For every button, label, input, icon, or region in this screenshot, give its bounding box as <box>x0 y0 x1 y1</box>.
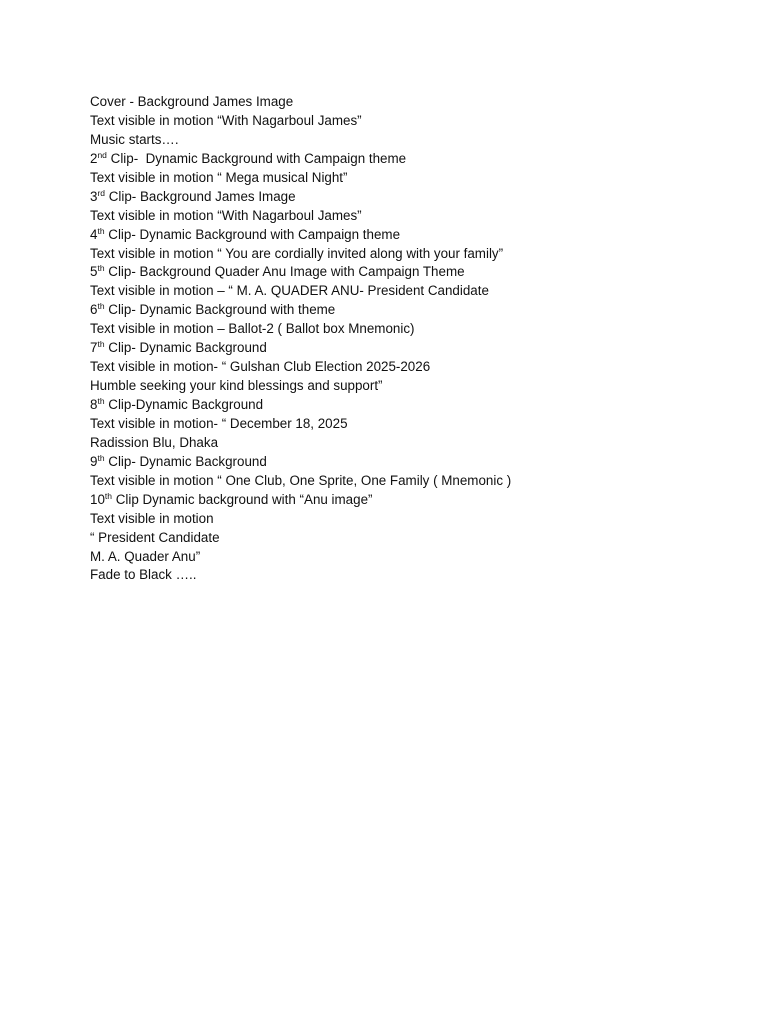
ordinal-suffix: th <box>97 263 105 274</box>
line-text-rest: Clip-Dynamic Background <box>104 397 264 412</box>
line-text: Text visible in motion “ You are cordially invited along with your family” <box>90 245 504 261</box>
line-text: 3 <box>90 188 98 204</box>
text-line <box>90 339 730 358</box>
line-text: 5 <box>90 264 98 280</box>
line-text: Radission Blu, Dhaka <box>90 434 219 450</box>
text-line <box>90 301 730 320</box>
text-line <box>90 566 730 585</box>
line-text: Humble seeking your kind blessings and support” <box>90 378 383 394</box>
text-line <box>90 263 730 282</box>
line-text: 9 <box>90 453 98 469</box>
text-line <box>90 150 730 169</box>
line-text: 10 <box>90 491 105 507</box>
text-line <box>90 169 730 188</box>
text-line <box>90 472 730 491</box>
line-text: Fade to Black ….. <box>90 567 197 583</box>
text-line <box>90 188 730 207</box>
line-text: “ President Candidate <box>90 529 220 545</box>
text-line <box>90 529 730 548</box>
line-text: Text visible in motion “With Nagarboul James” <box>90 207 362 223</box>
ordinal-suffix: rd <box>97 187 106 198</box>
line-text: Text visible in motion “ Mega musical Night” <box>90 169 348 185</box>
text-line <box>90 510 730 529</box>
line-text: Text visible in motion – Ballot-2 ( Ballot box Mnemonic) <box>90 321 415 337</box>
line-text-rest: Clip- Background Quader Anu Image with Campaign Theme <box>104 264 465 280</box>
line-text-rest: Clip- Dynamic Background with theme <box>104 302 336 318</box>
text-line <box>90 207 730 226</box>
text-line <box>90 282 730 301</box>
line-text-rest: Clip- Dynamic Background with Campaign theme <box>106 150 407 166</box>
ordinal-suffix: th <box>104 490 112 501</box>
line-text: 7 <box>90 340 98 356</box>
line-text: Cover - Background James Image <box>90 94 294 109</box>
line-text: Text visible in motion – “ M. A. QUADER ANU- President Candidate <box>90 283 489 299</box>
line-text-rest: Clip- Dynamic Background <box>104 453 267 469</box>
line-text: 4 <box>90 226 98 242</box>
line-text: Text visible in motion- “ Gulshan Club Election 2025-2026 <box>90 359 431 375</box>
text-line <box>90 548 730 567</box>
ordinal-suffix: th <box>97 301 105 312</box>
line-text-rest: Clip Dynamic background with “Anu image” <box>112 491 373 507</box>
text-line <box>90 131 730 150</box>
ordinal-suffix: th <box>97 339 105 350</box>
line-text: Text visible in motion <box>90 510 214 526</box>
text-line <box>90 491 730 510</box>
line-text: 2 <box>90 150 98 166</box>
text-line <box>90 226 730 245</box>
line-text: 6 <box>90 302 98 318</box>
ordinal-suffix: th <box>97 452 105 463</box>
text-line <box>90 434 730 453</box>
line-text-rest: Clip- Dynamic Background <box>104 340 267 356</box>
line-text: Text visible in motion “With Nagarboul James” <box>90 112 362 128</box>
line-text: M. A. Quader Anu” <box>90 548 201 564</box>
text-line <box>90 377 730 396</box>
text-line <box>90 93 730 112</box>
line-text: Music starts…. <box>90 131 179 147</box>
line-text-rest: Clip- Dynamic Background with Campaign theme <box>104 226 401 242</box>
text-line <box>90 415 730 434</box>
text-line <box>90 112 730 131</box>
ordinal-suffix: th <box>97 225 105 236</box>
text-line <box>90 320 730 339</box>
line-text: Text visible in motion “ One Club, One Sprite, One Family ( Mnemonic ) <box>90 472 512 488</box>
text-line <box>90 396 730 415</box>
line-text: Text visible in motion- “ December 18, 2025 <box>90 415 348 431</box>
text-line <box>90 245 730 264</box>
text-line <box>90 358 730 377</box>
line-text-rest: Clip- Background James Image <box>105 188 296 204</box>
text-line <box>90 453 730 472</box>
ordinal-suffix: th <box>97 396 105 406</box>
script-text-body <box>90 93 730 585</box>
ordinal-suffix: nd <box>97 149 107 160</box>
line-text: 8 <box>90 397 98 412</box>
